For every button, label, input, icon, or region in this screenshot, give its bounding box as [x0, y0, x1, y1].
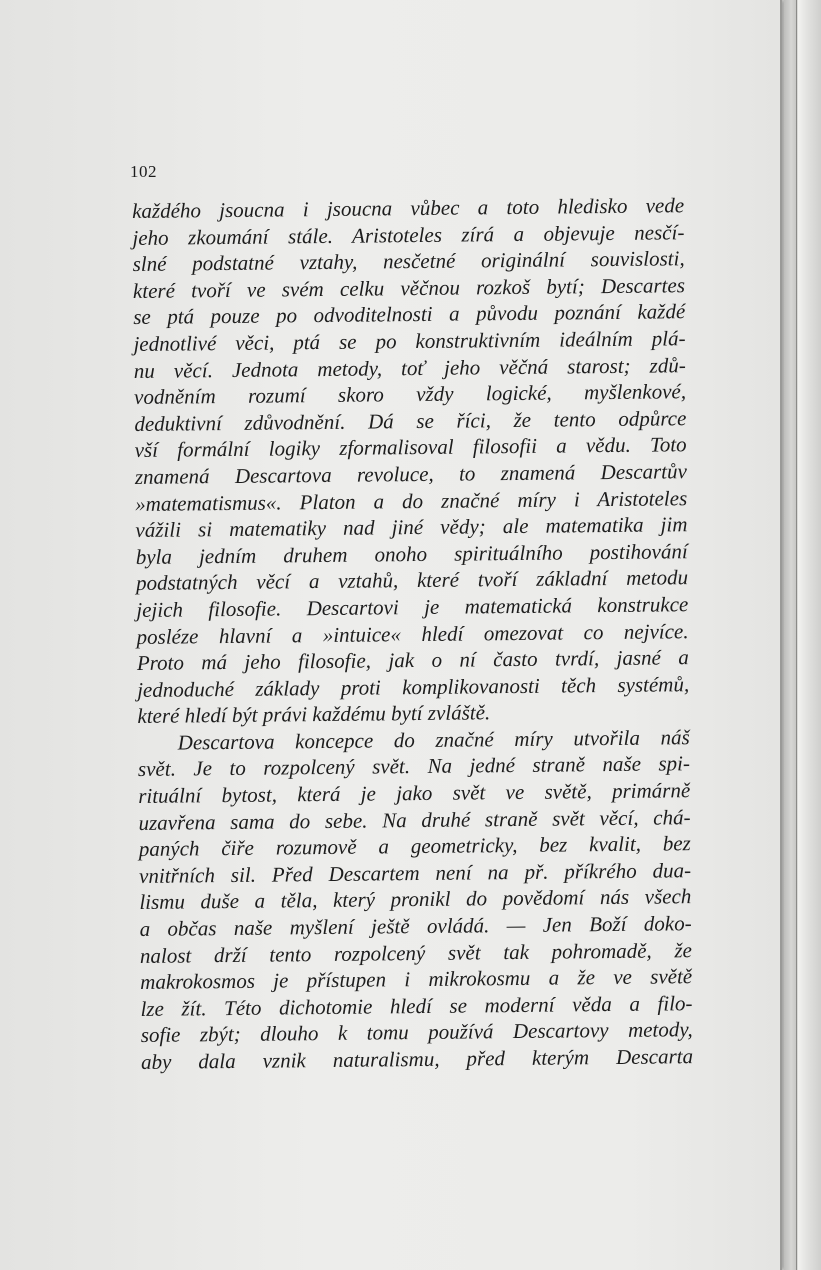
text-line: uzavřena sama do sebe. Na druhé straně svět věcí, chá-	[138, 804, 691, 835]
text-line: jejich filosofie. Descartovi je matematická konstrukce	[136, 592, 689, 622]
text-line: sofie zbýt; dlouho k tomu používá Descartovy metody,	[140, 1017, 693, 1048]
text-line: vážili si matematiky nad jiné vědy; ale matematika jim	[135, 512, 688, 543]
text-line: jednotlivé věci, ptá se po konstruktivním ideálním plá-	[133, 326, 686, 356]
text-line: rituální bytost, která je jako svět ve světě, primárně	[138, 778, 691, 809]
text-line: »matematismus«. Platon a do značné míry i Aristoteles	[135, 485, 688, 516]
text-line: nu věcí. Jednota metody, toť jeho věčná starost; zdů-	[133, 352, 686, 383]
text-line: vnitřních sil. Před Descartem není na př. příkrého dua-	[138, 858, 692, 888]
text-line: jednoduché základy proti komplikovanosti těch systémů,	[137, 671, 690, 702]
body-text	[132, 192, 693, 1075]
page-edge	[784, 0, 797, 1270]
text-line: znamená Descartova revoluce, to znamená Descartův	[134, 459, 688, 489]
text-line: každého jsoucna i jsoucna vůbec a toto hledisko vede	[132, 193, 685, 223]
page-edge	[798, 0, 821, 1270]
text-line: které tvoří ve svém celku věčnou rozkoš bytí; Descartes	[132, 272, 686, 303]
text-line: jeho zkoumání stále. Aristoteles zírá a objevuje nesčí-	[132, 219, 685, 250]
text-line: paných čiře rozumově a geometricky, bez kvalit, bez	[138, 831, 691, 862]
text-line: vodněním rozumí skoro vždy logické, myšlenkové,	[133, 379, 687, 410]
text-line: slné podstatné vztahy, nesčetné originální souvislosti,	[132, 246, 685, 277]
text-line: které hledí být právi každému bytí zvláště.	[137, 700, 491, 729]
text-line: vší formální logiky zformalisoval filosofii a vědu. Toto	[134, 432, 687, 463]
text-line: Proto má jeho filosofie, jak o ní často tvrdí, jasné a	[136, 645, 689, 676]
page-number: 102	[130, 162, 157, 181]
text-line: deduktivní zdůvodnění. Dá se říci, že tento odpůrce	[134, 405, 687, 436]
text-line: nalost drží tento rozpolcený svět tak pohromadě, že	[139, 937, 693, 968]
text-line: a občas naše myšlení ještě ovládá. — Jen Boží doko-	[139, 911, 692, 941]
text-line: svět. Je to rozpolcený svět. Na jedné straně naše spi-	[137, 751, 691, 782]
text-line: Descartova koncepce do značné míry utvořila náš	[177, 725, 690, 755]
text-line: posléze hlavní a »intuice« hledí omezovat co nejvíce.	[136, 618, 689, 649]
text-line: se ptá pouze po odvoditelnosti a původu poznání každé	[133, 299, 686, 330]
text-line: byla jedním druhem onoho spirituálního postihování	[135, 538, 688, 569]
text-line: lze žít. Této dichotomie hledí se moderní věda a filo-	[140, 990, 693, 1021]
text-line: aby dala vznik naturalismu, před kterým Descarta	[140, 1044, 694, 1074]
text-line: lismu duše a těla, který pronikl do povědomí nás všech	[139, 884, 692, 915]
text-line: makrokosmos je přístupen i mikrokosmu a že ve světě	[140, 964, 693, 995]
text-line: podstatných věcí a vztahů, které tvoří základní metodu	[135, 565, 689, 596]
